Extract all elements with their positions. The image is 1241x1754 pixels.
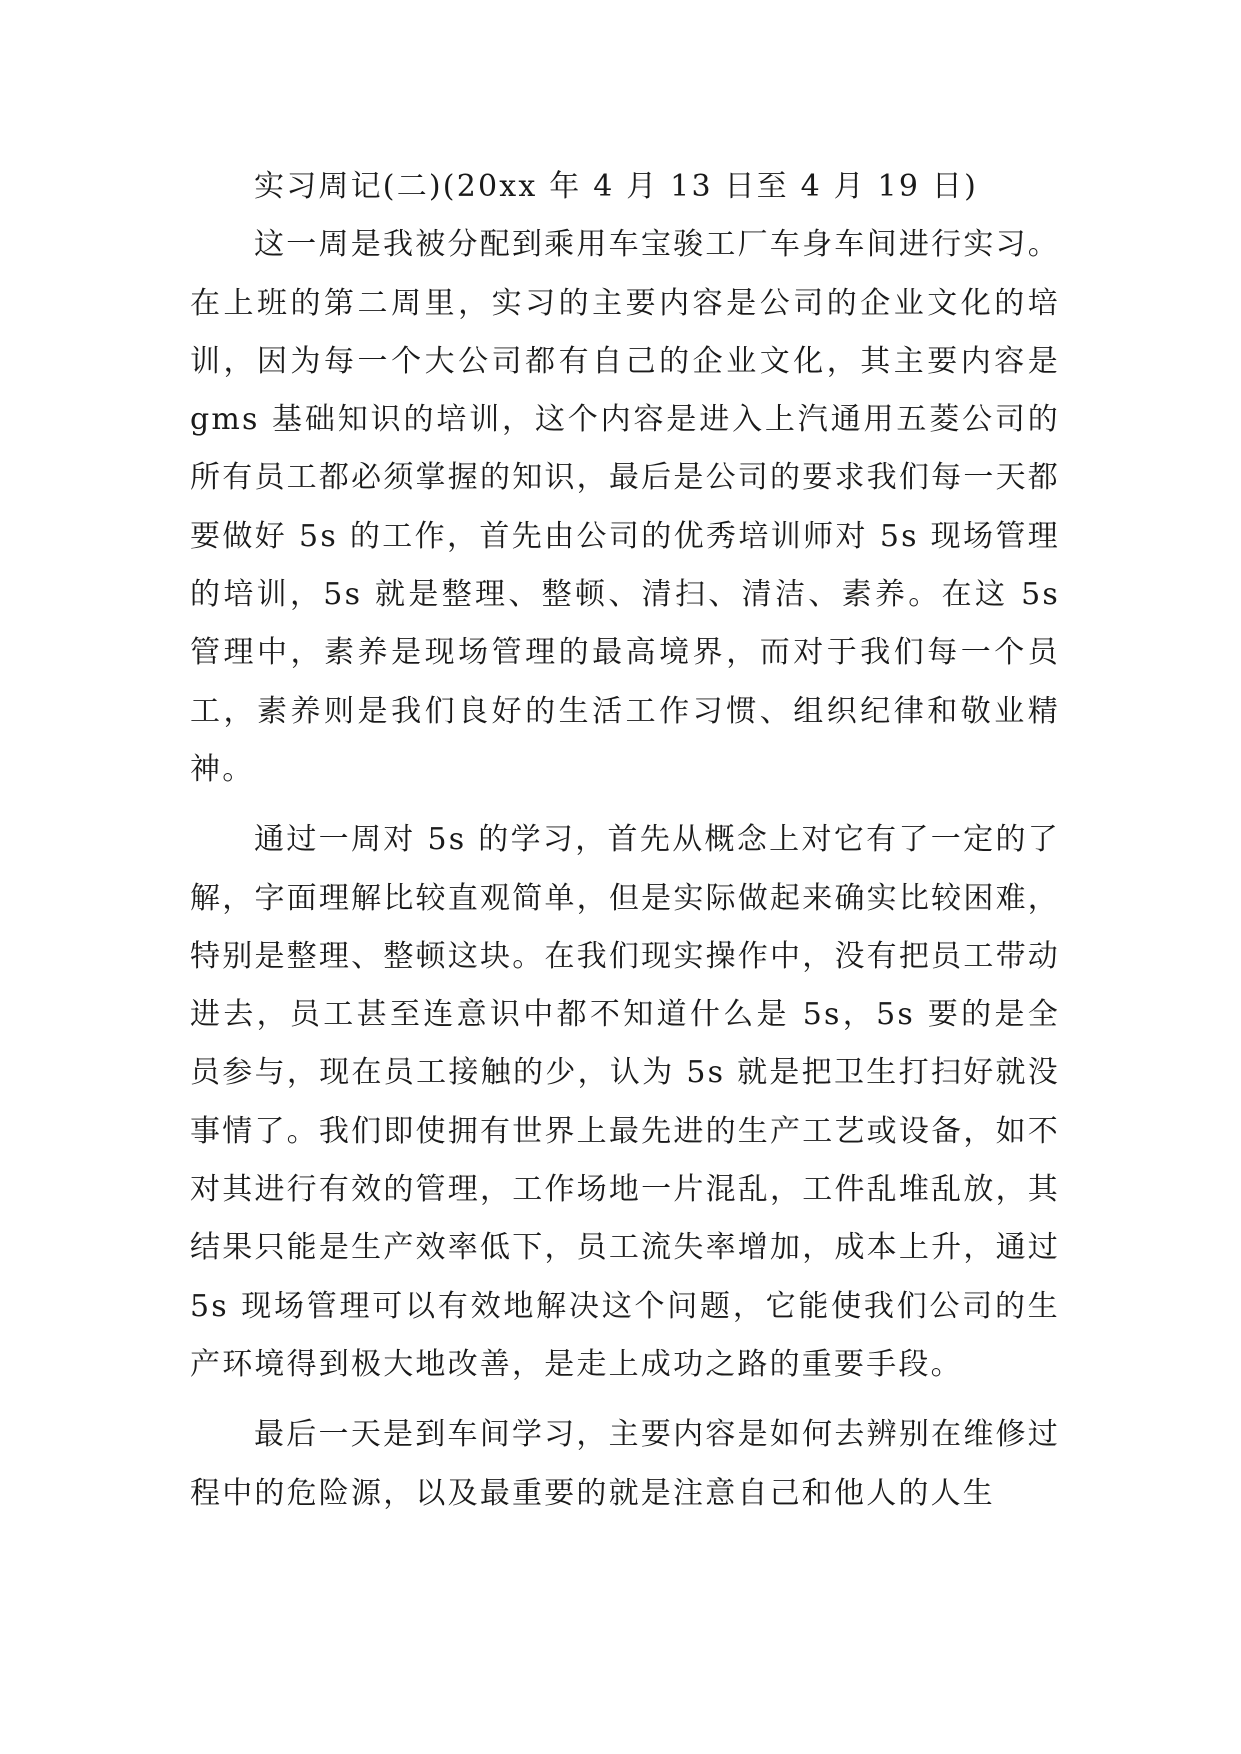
paragraph-1: 这一周是我被分配到乘用车宝骏工厂车身车间进行实习。在上班的第二周里，实习的主要内容是公司的企业文化的培训，因为每一个大公司都有自己的企业文化，其主要内容是 gms 基础知识的培训，这个内容是进入上汽通用五菱公司的所有员工都必须掌握的知识，最后是公司的要求我们每一天都要做好 5s 的工作，首先由公司的优秀培训师对 5s 现场管理的培训，5s 就是整理、整顿、清扫、清洁、素养。在这 5s 管理中，素养是现场管理的最高境界，而对于我们每一个员工，素养则是我们良好的生活工作习惯、组织纪律和敬业精神。 — [190, 227, 1060, 787]
document-heading: 实习周记(二)(20xx 年 4 月 13 日至 4 月 19 日) — [254, 169, 978, 204]
document-body — [190, 158, 1060, 1523]
paragraph-2: 通过一周对 5s 的学习，首先从概念上对它有了一定的了解，字面理解比较直观简单，但是实际做起来确实比较困难，特别是整理、整顿这块。在我们现实操作中，没有把员工带动进去，员工甚至连意识中都不知道什么是 5s，5s 要的是全员参与，现在员工接触的少，认为 5s 就是把卫生打扫好就没事情了。我们即使拥有世界上最先进的生产工艺或设备，如不对其进行有效的管理，工作场地一片混乱，工件乱堆乱放，其结果只能是生产效率低下，员工流失率增加，成本上升，通过 5s 现场管理可以有效地解决这个问题，它能使我们公司的生产环境得到极大地改善，是走上成功之路的重要手段。 — [190, 822, 1060, 1382]
paragraph-3: 最后一天是到车间学习，主要内容是如何去辨别在维修过程中的危险源，以及最重要的就是注意自己和他人的人生 — [190, 1417, 1060, 1511]
